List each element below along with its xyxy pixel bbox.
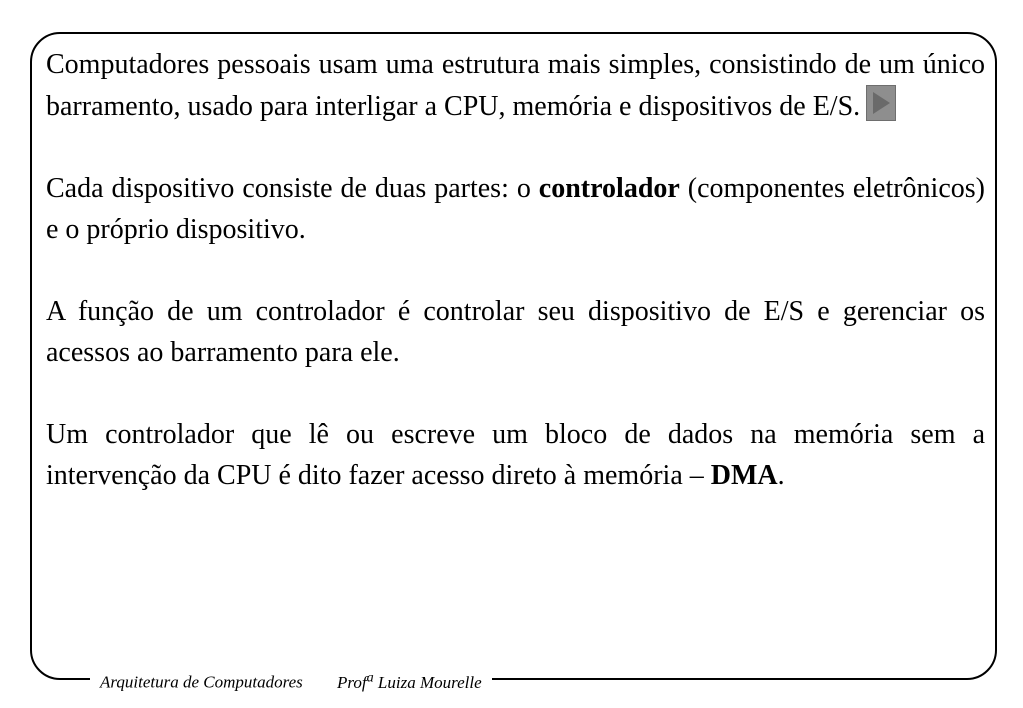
footer-course: Arquitetura de Computadores xyxy=(100,672,303,692)
paragraph-2-text-after: (componentes eletrônicos) e o próprio dispositivo. xyxy=(46,173,985,245)
footer-professor-prefix: Prof xyxy=(336,672,367,692)
paragraph-2-text-before: Cada dispositivo consiste de duas partes: o xyxy=(46,173,539,204)
slide-content xyxy=(46,44,985,537)
footer xyxy=(90,664,492,690)
term-controlador: controlador xyxy=(538,173,680,204)
term-dma: DMA xyxy=(710,460,778,491)
paragraph-4-text-before: Um controlador que lê ou escreve um bloco de dados na memória sem a intervenção da CPU é dito fazer acesso direto à memória – xyxy=(46,419,985,491)
play-button[interactable] xyxy=(866,85,896,121)
footer-professor-sup: a xyxy=(366,669,374,685)
paragraph-1-text: Computadores pessoais usam uma estrutura mais simples, consistindo de um único barramento, usado para interligar a CPU, memória e dispositivos de E/S. xyxy=(46,49,985,122)
paragraph-1 xyxy=(46,44,985,127)
paragraph-3 xyxy=(46,291,985,373)
play-triangle-icon xyxy=(873,92,890,114)
paragraph-3-text: A função de um controlador é controlar seu dispositivo de E/S e gerenciar os acessos ao barramento para ele. xyxy=(46,296,985,368)
footer-professor-name: Luiza Mourelle xyxy=(373,672,482,692)
footer-professor xyxy=(336,669,482,692)
paragraph-4-text-after: . xyxy=(777,460,785,491)
paragraph-2 xyxy=(46,168,985,250)
paragraph-4 xyxy=(46,414,985,496)
